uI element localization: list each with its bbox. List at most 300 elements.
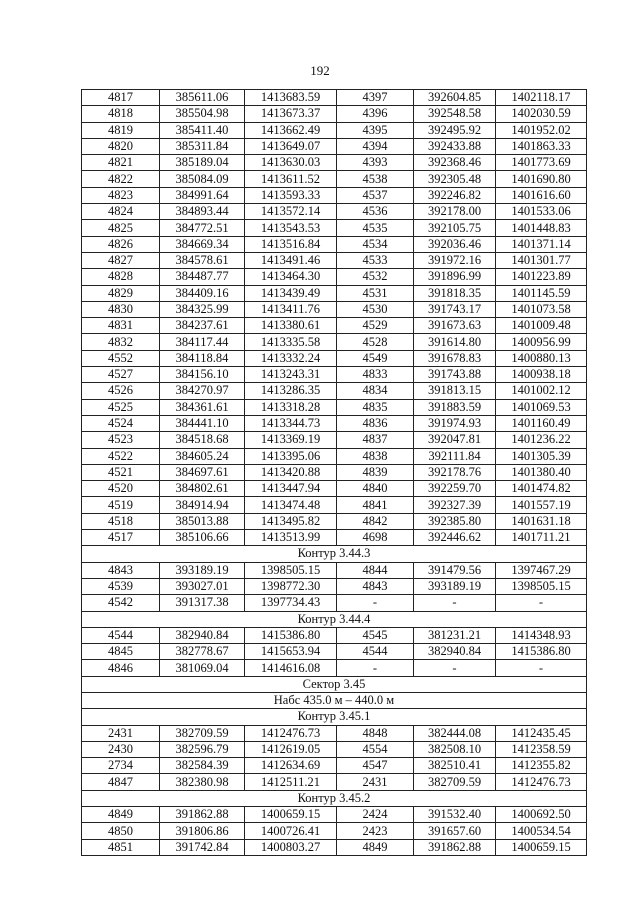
point-number-cell: 4698 (337, 530, 414, 546)
y-coordinate-cell: 1401160.49 (496, 415, 587, 431)
x-coordinate-cell: 384156.10 (160, 367, 245, 383)
point-number-cell: 4549 (337, 350, 414, 366)
section-heading-row (82, 611, 587, 627)
x-coordinate-cell: 392327.39 (414, 497, 496, 513)
section-heading-row (82, 676, 587, 692)
point-number-cell: 4829 (82, 285, 160, 301)
table-row (82, 285, 587, 301)
table-row (82, 155, 587, 171)
y-coordinate-cell: 1413513.99 (245, 530, 337, 546)
y-coordinate-cell: 1400803.27 (245, 839, 337, 855)
y-coordinate-cell: 1401952.02 (496, 122, 587, 138)
x-coordinate-cell: 392385.80 (414, 513, 496, 529)
x-coordinate-cell: 382778.67 (160, 644, 245, 660)
y-coordinate-cell: 1401009.48 (496, 318, 587, 334)
y-coordinate-cell: 1413335.58 (245, 334, 337, 350)
x-coordinate-cell: 393027.01 (160, 578, 245, 594)
y-coordinate-cell: 1413630.03 (245, 155, 337, 171)
x-coordinate-cell: 382444.08 (414, 725, 496, 741)
point-number-cell: 4542 (82, 595, 160, 611)
x-coordinate-cell: 384772.51 (160, 220, 245, 236)
y-coordinate-cell: 1415653.94 (245, 644, 337, 660)
x-coordinate-cell: 391317.38 (160, 595, 245, 611)
point-number-cell: 4826 (82, 236, 160, 252)
y-coordinate-cell: 1401002.12 (496, 383, 587, 399)
point-number-cell: 4831 (82, 318, 160, 334)
point-number-cell: - (337, 660, 414, 676)
y-coordinate-cell: - (496, 595, 587, 611)
y-coordinate-cell: 1413243.31 (245, 367, 337, 383)
point-number-cell: 4537 (337, 187, 414, 203)
y-coordinate-cell: 1413649.07 (245, 138, 337, 154)
point-number-cell: 2431 (82, 725, 160, 741)
table-row (82, 448, 587, 464)
point-number-cell: 4521 (82, 464, 160, 480)
x-coordinate-cell: 392433.88 (414, 138, 496, 154)
point-number-cell: 4843 (337, 578, 414, 594)
point-number-cell: 4528 (337, 334, 414, 350)
y-coordinate-cell: 1413495.82 (245, 513, 337, 529)
x-coordinate-cell: 392047.81 (414, 432, 496, 448)
point-number-cell: 4524 (82, 415, 160, 431)
table-row (82, 252, 587, 268)
x-coordinate-cell: 391813.15 (414, 383, 496, 399)
y-coordinate-cell: 1401069.53 (496, 399, 587, 415)
point-number-cell: 4819 (82, 122, 160, 138)
x-coordinate-cell: 392111.84 (414, 448, 496, 464)
y-coordinate-cell: 1413611.52 (245, 171, 337, 187)
y-coordinate-cell: 1401301.77 (496, 252, 587, 268)
section-heading: Сектор 3.45 (82, 676, 587, 692)
x-coordinate-cell: 382709.59 (160, 725, 245, 741)
section-heading: Контур 3.45.2 (82, 790, 587, 806)
x-coordinate-cell: 391743.88 (414, 367, 496, 383)
x-coordinate-cell: 382510.41 (414, 758, 496, 774)
y-coordinate-cell: 1412511.21 (245, 774, 337, 790)
x-coordinate-cell: 392368.46 (414, 155, 496, 171)
x-coordinate-cell: 393189.19 (414, 578, 496, 594)
point-number-cell: 2423 (337, 823, 414, 839)
table-row (82, 627, 587, 643)
x-coordinate-cell: 391896.99 (414, 269, 496, 285)
x-coordinate-cell: 392178.76 (414, 464, 496, 480)
point-number-cell: 4845 (82, 644, 160, 660)
y-coordinate-cell: 1401631.18 (496, 513, 587, 529)
table-row (82, 481, 587, 497)
table-row (82, 823, 587, 839)
table-row (82, 220, 587, 236)
x-coordinate-cell: 384270.97 (160, 383, 245, 399)
x-coordinate-cell: 384697.61 (160, 464, 245, 480)
section-heading-row (82, 692, 587, 708)
point-number-cell: 4840 (337, 481, 414, 497)
point-number-cell: 2430 (82, 741, 160, 757)
point-number-cell: 4535 (337, 220, 414, 236)
y-coordinate-cell: 1400880.13 (496, 350, 587, 366)
point-number-cell: 4851 (82, 839, 160, 855)
y-coordinate-cell: 1413380.61 (245, 318, 337, 334)
y-coordinate-cell: 1400659.15 (245, 807, 337, 823)
x-coordinate-cell: 392604.85 (414, 90, 496, 106)
x-coordinate-cell: 384578.61 (160, 252, 245, 268)
y-coordinate-cell: - (496, 660, 587, 676)
table-row (82, 122, 587, 138)
point-number-cell: 4841 (337, 497, 414, 513)
x-coordinate-cell: 384117.44 (160, 334, 245, 350)
x-coordinate-cell: 392246.82 (414, 187, 496, 203)
point-number-cell: 4547 (337, 758, 414, 774)
y-coordinate-cell: 1401474.82 (496, 481, 587, 497)
y-coordinate-cell: 1412355.82 (496, 758, 587, 774)
point-number-cell: 4850 (82, 823, 160, 839)
y-coordinate-cell: 1401380.40 (496, 464, 587, 480)
table-row (82, 644, 587, 660)
y-coordinate-cell: 1412619.05 (245, 741, 337, 757)
table-row (82, 138, 587, 154)
y-coordinate-cell: 1414616.08 (245, 660, 337, 676)
x-coordinate-cell: 391862.88 (414, 839, 496, 855)
table-row (82, 383, 587, 399)
x-coordinate-cell: 391818.35 (414, 285, 496, 301)
point-number-cell: 4822 (82, 171, 160, 187)
point-number-cell: 4525 (82, 399, 160, 415)
y-coordinate-cell: 1412476.73 (245, 725, 337, 741)
point-number-cell: 4527 (82, 367, 160, 383)
table-row (82, 318, 587, 334)
x-coordinate-cell: 385311.84 (160, 138, 245, 154)
x-coordinate-cell: 384893.44 (160, 204, 245, 220)
table-row (82, 187, 587, 203)
point-number-cell: 4833 (337, 367, 414, 383)
section-heading-row (82, 546, 587, 562)
table-row (82, 774, 587, 790)
x-coordinate-cell: 392446.62 (414, 530, 496, 546)
y-coordinate-cell: 1413411.76 (245, 301, 337, 317)
y-coordinate-cell: 1401711.21 (496, 530, 587, 546)
table-row (82, 269, 587, 285)
y-coordinate-cell: 1398505.15 (496, 578, 587, 594)
table-row (82, 171, 587, 187)
table-row (82, 578, 587, 594)
point-number-cell: 4820 (82, 138, 160, 154)
point-number-cell: 4825 (82, 220, 160, 236)
x-coordinate-cell: 385106.66 (160, 530, 245, 546)
y-coordinate-cell: 1413447.94 (245, 481, 337, 497)
point-number-cell: 4529 (337, 318, 414, 334)
x-coordinate-cell: 385611.06 (160, 90, 245, 106)
table-row (82, 301, 587, 317)
x-coordinate-cell: 391806.86 (160, 823, 245, 839)
x-coordinate-cell: 391678.83 (414, 350, 496, 366)
point-number-cell: 4844 (337, 562, 414, 578)
table-row (82, 758, 587, 774)
x-coordinate-cell: 391743.17 (414, 301, 496, 317)
x-coordinate-cell: 384361.61 (160, 399, 245, 415)
section-heading: Набс 435.0 м – 440.0 м (82, 692, 587, 708)
point-number-cell: 4517 (82, 530, 160, 546)
x-coordinate-cell: 391862.88 (160, 807, 245, 823)
y-coordinate-cell: 1413516.84 (245, 236, 337, 252)
y-coordinate-cell: 1401616.60 (496, 187, 587, 203)
x-coordinate-cell: 382508.10 (414, 741, 496, 757)
y-coordinate-cell: 1414348.93 (496, 627, 587, 643)
point-number-cell: 4836 (337, 415, 414, 431)
point-number-cell: 4830 (82, 301, 160, 317)
x-coordinate-cell: 385013.88 (160, 513, 245, 529)
point-number-cell: 4397 (337, 90, 414, 106)
point-number-cell: 4824 (82, 204, 160, 220)
point-number-cell: 4532 (337, 269, 414, 285)
x-coordinate-cell: 382709.59 (414, 774, 496, 790)
point-number-cell: 4832 (82, 334, 160, 350)
y-coordinate-cell: 1397467.29 (496, 562, 587, 578)
table-row (82, 236, 587, 252)
point-number-cell: 4520 (82, 481, 160, 497)
table-row (82, 839, 587, 855)
table-row (82, 660, 587, 676)
y-coordinate-cell: 1401073.58 (496, 301, 587, 317)
point-number-cell: 4395 (337, 122, 414, 138)
y-coordinate-cell: 1401863.33 (496, 138, 587, 154)
point-number-cell: 4544 (337, 644, 414, 660)
x-coordinate-cell: 391974.93 (414, 415, 496, 431)
point-number-cell: 4544 (82, 627, 160, 643)
x-coordinate-cell: 384487.77 (160, 269, 245, 285)
x-coordinate-cell: 391883.59 (414, 399, 496, 415)
x-coordinate-cell: 384325.99 (160, 301, 245, 317)
x-coordinate-cell: 384237.61 (160, 318, 245, 334)
table-row (82, 350, 587, 366)
point-number-cell: 4817 (82, 90, 160, 106)
x-coordinate-cell: 382940.84 (414, 644, 496, 660)
x-coordinate-cell: - (414, 595, 496, 611)
table-row (82, 90, 587, 106)
y-coordinate-cell: 1413369.19 (245, 432, 337, 448)
point-number-cell: 4849 (82, 807, 160, 823)
point-number-cell: 4531 (337, 285, 414, 301)
x-coordinate-cell: 385411.40 (160, 122, 245, 138)
table-row (82, 399, 587, 415)
y-coordinate-cell: 1401371.14 (496, 236, 587, 252)
x-coordinate-cell: 384991.64 (160, 187, 245, 203)
y-coordinate-cell: 1401557.19 (496, 497, 587, 513)
point-number-cell: 4835 (337, 399, 414, 415)
x-coordinate-cell: 384441.10 (160, 415, 245, 431)
point-number-cell: 4523 (82, 432, 160, 448)
y-coordinate-cell: 1413344.73 (245, 415, 337, 431)
table-row (82, 415, 587, 431)
y-coordinate-cell: 1413332.24 (245, 350, 337, 366)
x-coordinate-cell: 384802.61 (160, 481, 245, 497)
y-coordinate-cell: 1413683.59 (245, 90, 337, 106)
x-coordinate-cell: 382940.84 (160, 627, 245, 643)
y-coordinate-cell: 1397734.43 (245, 595, 337, 611)
y-coordinate-cell: 1413395.06 (245, 448, 337, 464)
x-coordinate-cell: 391479.56 (414, 562, 496, 578)
x-coordinate-cell: 391972.16 (414, 252, 496, 268)
point-number-cell: 4554 (337, 741, 414, 757)
x-coordinate-cell: 384409.16 (160, 285, 245, 301)
y-coordinate-cell: 1413673.37 (245, 106, 337, 122)
table-row (82, 562, 587, 578)
section-heading: Контур 3.44.4 (82, 611, 587, 627)
y-coordinate-cell: 1412435.45 (496, 725, 587, 741)
point-number-cell: - (337, 595, 414, 611)
y-coordinate-cell: 1413286.35 (245, 383, 337, 399)
point-number-cell: 4818 (82, 106, 160, 122)
x-coordinate-cell: 384669.34 (160, 236, 245, 252)
y-coordinate-cell: 1413543.53 (245, 220, 337, 236)
point-number-cell: 4545 (337, 627, 414, 643)
y-coordinate-cell: 1400938.18 (496, 367, 587, 383)
y-coordinate-cell: 1413572.14 (245, 204, 337, 220)
point-number-cell: 2424 (337, 807, 414, 823)
x-coordinate-cell: 385189.04 (160, 155, 245, 171)
point-number-cell: 4837 (337, 432, 414, 448)
table-row (82, 530, 587, 546)
point-number-cell: 4534 (337, 236, 414, 252)
point-number-cell: 4394 (337, 138, 414, 154)
point-number-cell: 4838 (337, 448, 414, 464)
table-row (82, 497, 587, 513)
y-coordinate-cell: 1412634.69 (245, 758, 337, 774)
point-number-cell: 4834 (337, 383, 414, 399)
y-coordinate-cell: 1401145.59 (496, 285, 587, 301)
point-number-cell: 4518 (82, 513, 160, 529)
x-coordinate-cell: 392036.46 (414, 236, 496, 252)
x-coordinate-cell: 382380.98 (160, 774, 245, 790)
x-coordinate-cell: 384518.68 (160, 432, 245, 448)
point-number-cell: 4842 (337, 513, 414, 529)
y-coordinate-cell: 1413491.46 (245, 252, 337, 268)
y-coordinate-cell: 1401773.69 (496, 155, 587, 171)
section-heading-row (82, 709, 587, 725)
x-coordinate-cell: 392178.00 (414, 204, 496, 220)
point-number-cell: 4526 (82, 383, 160, 399)
y-coordinate-cell: 1398505.15 (245, 562, 337, 578)
section-heading-row (82, 790, 587, 806)
x-coordinate-cell: 385504.98 (160, 106, 245, 122)
point-number-cell: 4848 (337, 725, 414, 741)
point-number-cell: 4533 (337, 252, 414, 268)
x-coordinate-cell: 385084.09 (160, 171, 245, 187)
point-number-cell: 4393 (337, 155, 414, 171)
table-row (82, 204, 587, 220)
table-row (82, 334, 587, 350)
x-coordinate-cell: 381231.21 (414, 627, 496, 643)
page-number: 192 (310, 63, 330, 78)
x-coordinate-cell: 393189.19 (160, 562, 245, 578)
y-coordinate-cell: 1413593.33 (245, 187, 337, 203)
x-coordinate-cell: 382596.79 (160, 741, 245, 757)
y-coordinate-cell: 1415386.80 (496, 644, 587, 660)
point-number-cell: 4538 (337, 171, 414, 187)
x-coordinate-cell: - (414, 660, 496, 676)
y-coordinate-cell: 1412476.73 (496, 774, 587, 790)
point-number-cell: 4849 (337, 839, 414, 855)
y-coordinate-cell: 1400659.15 (496, 839, 587, 855)
y-coordinate-cell: 1413662.49 (245, 122, 337, 138)
point-number-cell: 4396 (337, 106, 414, 122)
x-coordinate-cell: 392259.70 (414, 481, 496, 497)
y-coordinate-cell: 1401533.06 (496, 204, 587, 220)
table-row (82, 807, 587, 823)
point-number-cell: 4843 (82, 562, 160, 578)
coordinates-table-body (82, 90, 587, 856)
y-coordinate-cell: 1401236.22 (496, 432, 587, 448)
y-coordinate-cell: 1401448.83 (496, 220, 587, 236)
point-number-cell: 4536 (337, 204, 414, 220)
y-coordinate-cell: 1402030.59 (496, 106, 587, 122)
y-coordinate-cell: 1413318.28 (245, 399, 337, 415)
table-row (82, 595, 587, 611)
point-number-cell: 2431 (337, 774, 414, 790)
x-coordinate-cell: 384605.24 (160, 448, 245, 464)
point-number-cell: 4846 (82, 660, 160, 676)
x-coordinate-cell: 391657.60 (414, 823, 496, 839)
y-coordinate-cell: 1401690.80 (496, 171, 587, 187)
point-number-cell: 4847 (82, 774, 160, 790)
y-coordinate-cell: 1398772.30 (245, 578, 337, 594)
x-coordinate-cell: 391742.84 (160, 839, 245, 855)
y-coordinate-cell: 1412358.59 (496, 741, 587, 757)
x-coordinate-cell: 391673.63 (414, 318, 496, 334)
table-row (82, 432, 587, 448)
point-number-cell: 4839 (337, 464, 414, 480)
section-heading: Контур 3.44.3 (82, 546, 587, 562)
y-coordinate-cell: 1413464.30 (245, 269, 337, 285)
point-number-cell: 4828 (82, 269, 160, 285)
y-coordinate-cell: 1402118.17 (496, 90, 587, 106)
point-number-cell: 4522 (82, 448, 160, 464)
table-row (82, 513, 587, 529)
table-row (82, 367, 587, 383)
coordinates-table (81, 89, 587, 856)
x-coordinate-cell: 382584.39 (160, 758, 245, 774)
table-row (82, 464, 587, 480)
point-number-cell: 4539 (82, 578, 160, 594)
x-coordinate-cell: 392105.75 (414, 220, 496, 236)
point-number-cell: 4823 (82, 187, 160, 203)
x-coordinate-cell: 392495.92 (414, 122, 496, 138)
y-coordinate-cell: 1400956.99 (496, 334, 587, 350)
y-coordinate-cell: 1413474.48 (245, 497, 337, 513)
table-row (82, 741, 587, 757)
x-coordinate-cell: 384914.94 (160, 497, 245, 513)
y-coordinate-cell: 1400692.50 (496, 807, 587, 823)
point-number-cell: 4530 (337, 301, 414, 317)
y-coordinate-cell: 1413439.49 (245, 285, 337, 301)
section-heading: Контур 3.45.1 (82, 709, 587, 725)
point-number-cell: 2734 (82, 758, 160, 774)
x-coordinate-cell: 392548.58 (414, 106, 496, 122)
x-coordinate-cell: 381069.04 (160, 660, 245, 676)
y-coordinate-cell: 1415386.80 (245, 627, 337, 643)
point-number-cell: 4519 (82, 497, 160, 513)
x-coordinate-cell: 391614.80 (414, 334, 496, 350)
x-coordinate-cell: 392305.48 (414, 171, 496, 187)
point-number-cell: 4827 (82, 252, 160, 268)
y-coordinate-cell: 1413420.88 (245, 464, 337, 480)
y-coordinate-cell: 1401223.89 (496, 269, 587, 285)
table-row (82, 106, 587, 122)
y-coordinate-cell: 1400534.54 (496, 823, 587, 839)
point-number-cell: 4552 (82, 350, 160, 366)
x-coordinate-cell: 384118.84 (160, 350, 245, 366)
y-coordinate-cell: 1401305.39 (496, 448, 587, 464)
y-coordinate-cell: 1400726.41 (245, 823, 337, 839)
x-coordinate-cell: 391532.40 (414, 807, 496, 823)
